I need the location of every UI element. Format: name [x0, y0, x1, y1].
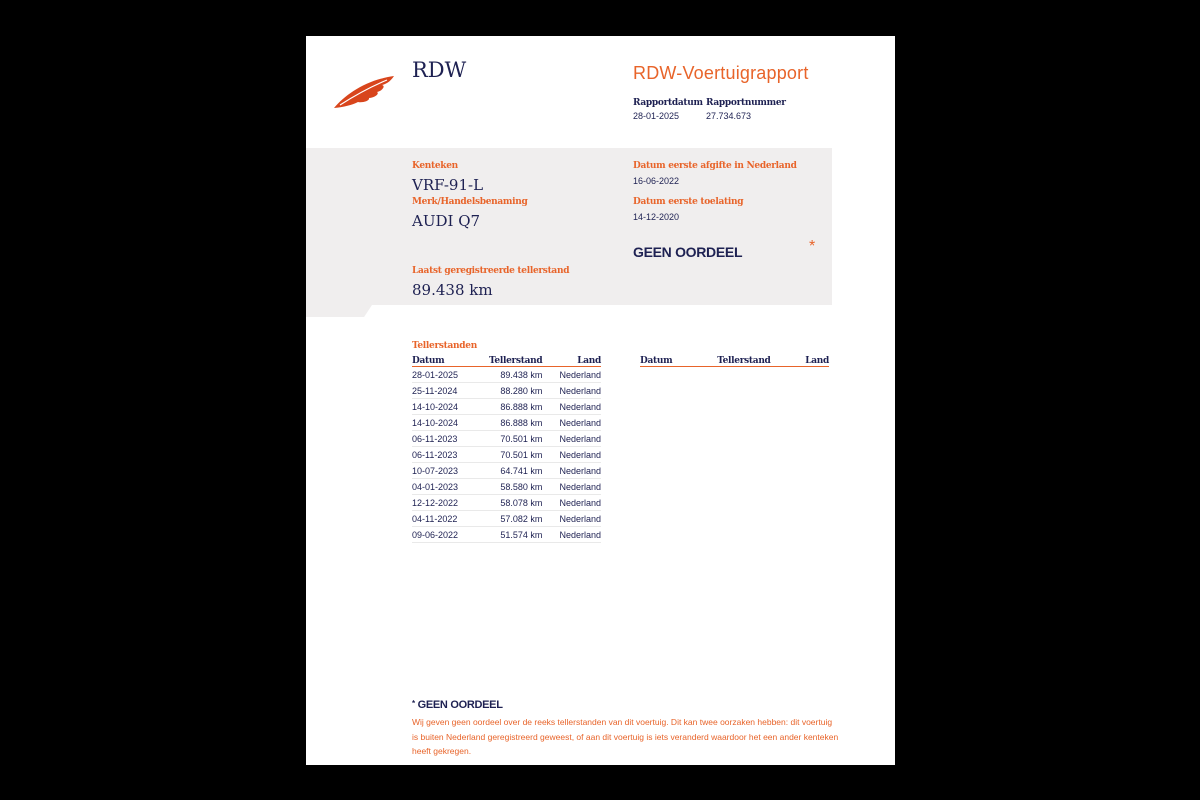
odometer-label: Laatst geregistreerde tellerstand: [412, 266, 570, 276]
cell-date: 12-12-2022: [412, 495, 489, 511]
odometer-block: [412, 266, 569, 299]
report-number-label: Rapportnummer: [706, 98, 786, 108]
table-row: [412, 447, 601, 463]
readings-table: [412, 356, 601, 543]
vehicle-info-band: [306, 148, 832, 305]
make-value: AUDI Q7: [412, 212, 481, 230]
cell-country: Nederland: [542, 415, 601, 431]
footnote-title-text: GEEN OORDEEL: [417, 699, 503, 711]
cell-country: Nederland: [542, 511, 601, 527]
table-row: [412, 383, 601, 399]
report-number-block: [706, 98, 786, 121]
cell-country: Nederland: [542, 367, 601, 383]
table-row: [412, 463, 601, 479]
first-nl-label: Datum eerste afgifte in Nederland: [633, 161, 797, 171]
footnote-marker: *: [412, 699, 415, 708]
cell-country: Nederland: [542, 495, 601, 511]
readings-table-body: [412, 367, 601, 543]
table-header-row: [640, 356, 829, 367]
footnote-text: Wij geven geen oordeel over de reeks tellerstanden van dit voertuig. Dit kan twee oorzaken hebben: dit voertuig is buiten Nederland geregistreerd geweest, of aan dit voertuig is iets veranderd waardoor het een ander kenteken heeft gekregen.: [412, 717, 839, 756]
cell-reading: 86.888 km: [489, 415, 542, 431]
cell-country: Nederland: [542, 383, 601, 399]
verdict-marker: *: [809, 238, 816, 255]
cell-reading: 57.082 km: [489, 511, 542, 527]
report-title: RDW-Voertuigrapport: [633, 63, 809, 83]
cell-date: 28-01-2025: [412, 367, 489, 383]
cell-reading: 70.501 km: [489, 447, 542, 463]
cell-reading: 51.574 km: [489, 527, 542, 543]
odometer-value: 89.438 km: [412, 281, 493, 299]
readings-title: Tellerstanden: [412, 341, 477, 351]
table-row: [412, 527, 601, 543]
cell-reading: 86.888 km: [489, 399, 542, 415]
cell-country: Nederland: [542, 399, 601, 415]
cell-reading: 70.501 km: [489, 431, 542, 447]
table-header-row: [412, 356, 601, 367]
brand-name: RDW: [412, 58, 467, 82]
make-label: Merk/Handelsbenaming: [412, 197, 528, 207]
cell-date: 04-01-2023: [412, 479, 489, 495]
first-admission-value: 14-12-2020: [633, 212, 680, 222]
cell-country: Nederland: [542, 463, 601, 479]
table-row: [412, 479, 601, 495]
first-nl-value: 16-06-2022: [633, 176, 680, 186]
table-row: [412, 511, 601, 527]
cell-date: 10-07-2023: [412, 463, 489, 479]
cell-country: Nederland: [542, 447, 601, 463]
col-header-reading: Tellerstand: [717, 356, 771, 366]
report-date-value: 28-01-2025: [633, 111, 680, 121]
report-date-block: [633, 98, 703, 121]
rdw-feather-logo-icon: [332, 72, 396, 110]
band-tab: [306, 305, 372, 317]
readings-table-continued: [640, 356, 829, 367]
cell-reading: 64.741 km: [489, 463, 542, 479]
col-header-country: Land: [542, 356, 601, 367]
col-header-date: Datum: [412, 356, 489, 367]
cell-date: 06-11-2023: [412, 447, 489, 463]
report-page: [306, 36, 895, 765]
plate-label: Kenteken: [412, 161, 458, 171]
cell-date: 25-11-2024: [412, 383, 489, 399]
table-row: [412, 415, 601, 431]
plate-value: VRF-91-L: [412, 176, 484, 194]
first-admission-block: [633, 197, 743, 222]
report-date-label: Rapportdatum: [633, 98, 703, 108]
cell-date: 06-11-2023: [412, 431, 489, 447]
cell-reading: 58.580 km: [489, 479, 542, 495]
col-header-reading: Tellerstand: [489, 356, 543, 366]
table-row: [412, 399, 601, 415]
table-row: [412, 431, 601, 447]
first-nl-block: [633, 161, 797, 186]
cell-date: 14-10-2024: [412, 399, 489, 415]
cell-date: 04-11-2022: [412, 511, 489, 527]
cell-reading: 89.438 km: [489, 367, 542, 383]
plate-block: [412, 161, 483, 194]
first-admission-label: Datum eerste toelating: [633, 197, 744, 207]
cell-date: 14-10-2024: [412, 415, 489, 431]
footnote-title: [412, 699, 503, 711]
table-row: [412, 367, 601, 383]
cell-date: 09-06-2022: [412, 527, 489, 543]
col-header-country: Land: [771, 356, 829, 367]
cell-reading: 58.078 km: [489, 495, 542, 511]
cell-country: Nederland: [542, 431, 601, 447]
col-header-date: Datum: [640, 356, 717, 367]
make-block: [412, 197, 528, 230]
report-number-value: 27.734.673: [706, 111, 752, 121]
cell-reading: 88.280 km: [489, 383, 542, 399]
table-row: [412, 495, 601, 511]
cell-country: Nederland: [542, 527, 601, 543]
cell-country: Nederland: [542, 479, 601, 495]
verdict: GEEN OORDEEL: [633, 244, 743, 260]
